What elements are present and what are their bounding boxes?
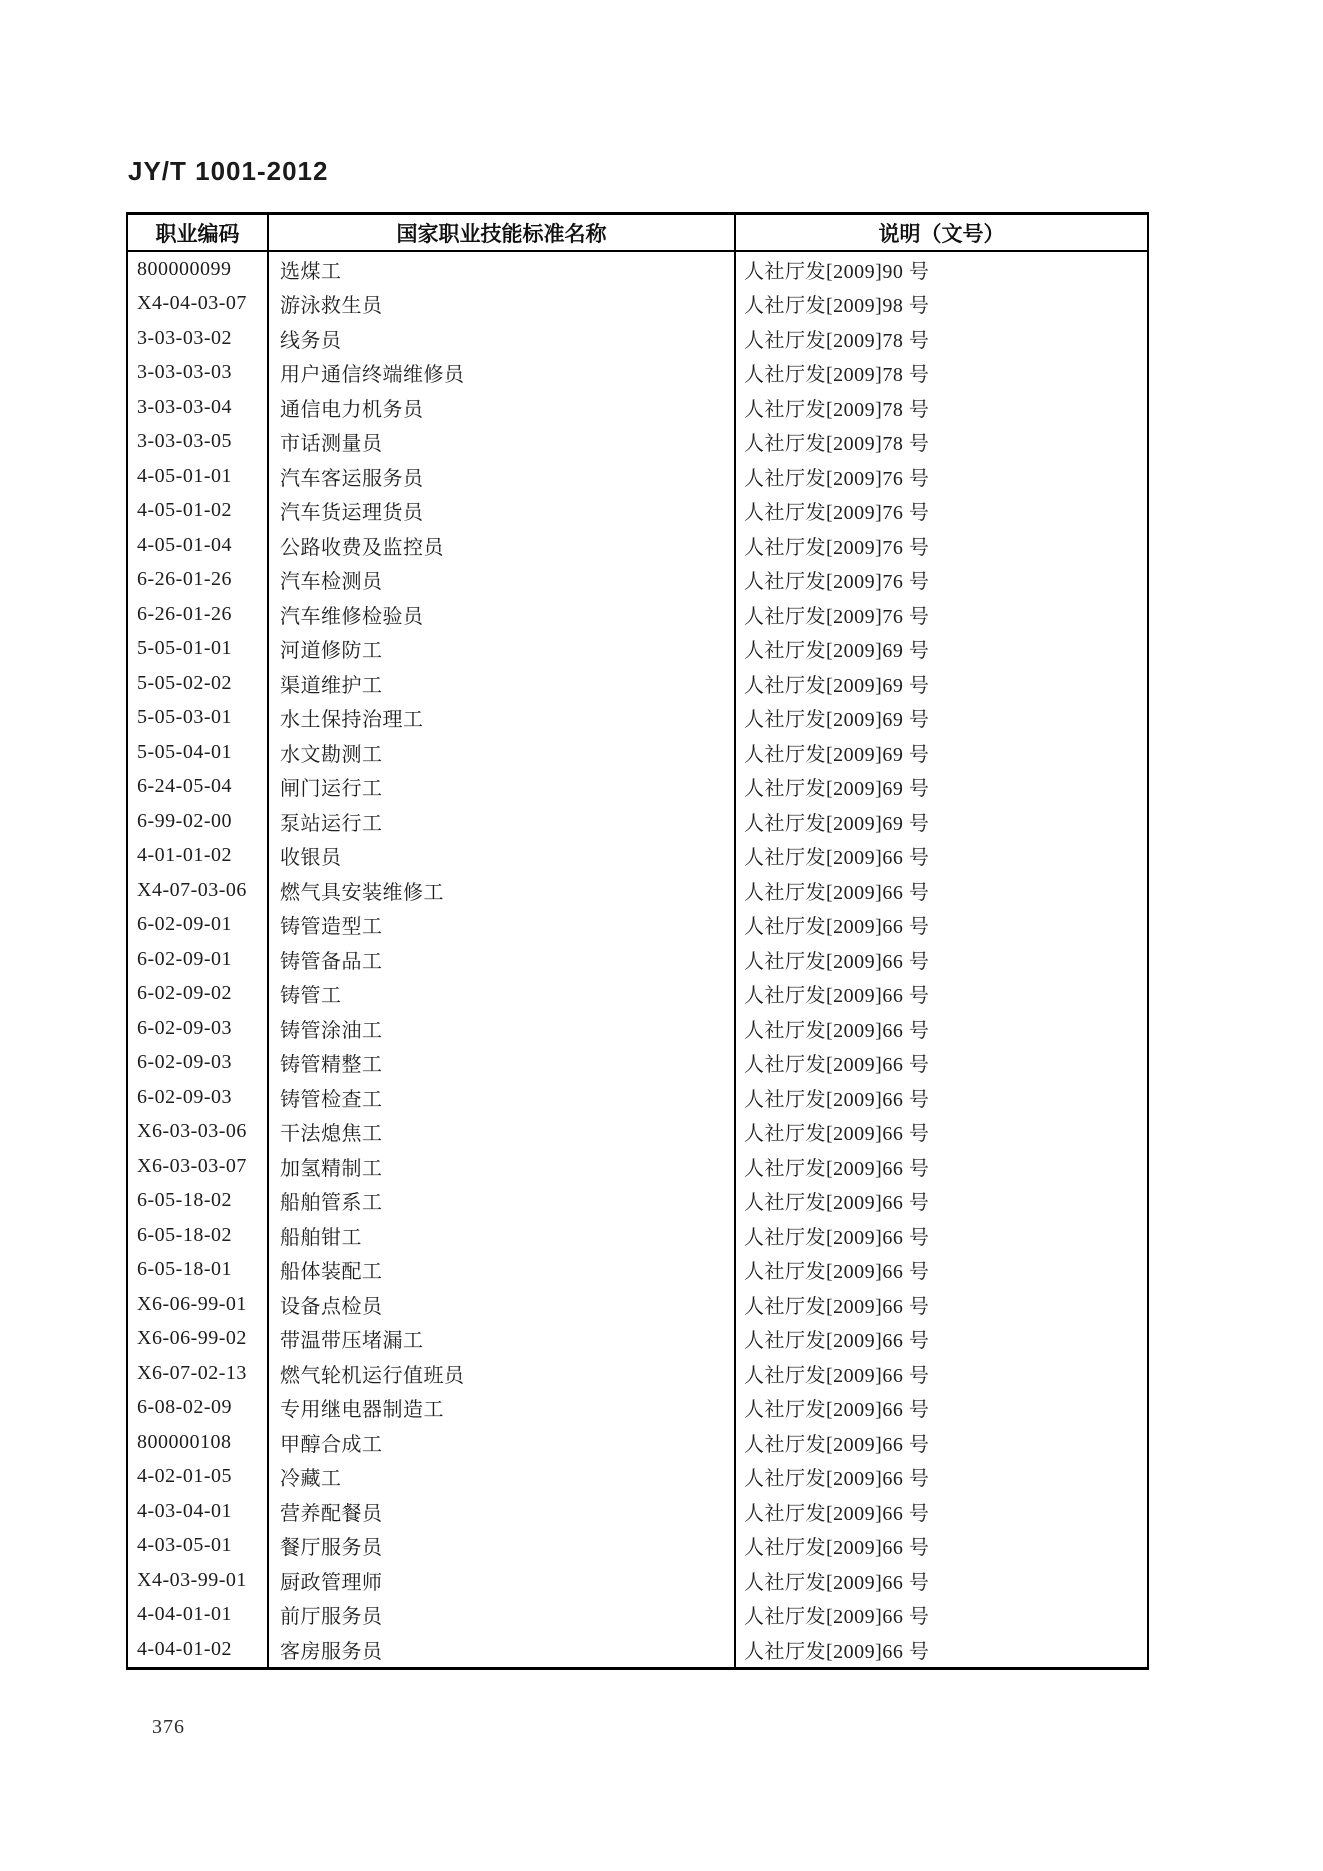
standard-name-cell: 收银员 [269,839,736,874]
table-row [128,1115,1147,1150]
standard-name-cell: 餐厅服务员 [269,1529,736,1564]
standard-name-cell: 水土保持治理工 [269,701,736,736]
table-row [128,252,1147,287]
standard-document-code: JY/T 1001-2012 [128,156,329,186]
occupation-code-cell: 6-99-02-00 [128,804,269,839]
occupation-code-cell: 6-02-09-02 [128,977,269,1012]
table-row [128,563,1147,598]
standard-name-cell: 铸管检查工 [269,1080,736,1115]
table-row [128,1529,1147,1564]
header-standard-name: 国家职业技能标准名称 [269,215,736,250]
table-row [128,1356,1147,1391]
table-row [128,1598,1147,1633]
occupation-code-cell: 3-03-03-05 [128,425,269,460]
occupation-code-cell: 6-05-18-02 [128,1184,269,1219]
occupation-code-cell: 800000108 [128,1425,269,1460]
table-row [128,701,1147,736]
table-row [128,597,1147,632]
doc-number-cell: 人社厅发[2009]66 号 [744,1261,930,1284]
occupation-code-cell: 6-05-18-01 [128,1253,269,1288]
occupation-code-cell: X6-07-02-13 [128,1356,269,1391]
doc-number-cell: 人社厅发[2009]76 号 [744,467,930,490]
doc-number-cell: 人社厅发[2009]69 号 [744,674,930,697]
standard-name-cell: 厨政管理师 [269,1563,736,1598]
standard-name-cell: 前厅服务员 [269,1598,736,1633]
table-row [128,1322,1147,1357]
table-row [128,287,1147,322]
standard-name-cell: 铸管备品工 [269,942,736,977]
standard-name-cell: 汽车检测员 [269,563,736,598]
occupation-code-cell: X4-04-03-07 [128,287,269,322]
table-row [128,1218,1147,1253]
standard-name-cell: 燃气轮机运行值班员 [269,1356,736,1391]
occupation-code-cell: 6-02-09-03 [128,1080,269,1115]
standard-name-cell: 冷藏工 [269,1460,736,1495]
standard-name-cell: 干法熄焦工 [269,1115,736,1150]
occupation-code-cell: 3-03-03-04 [128,390,269,425]
table-row [128,908,1147,943]
standard-name-cell: 闸门运行工 [269,770,736,805]
occupation-code-cell: 800000099 [128,252,269,287]
doc-number-cell: 人社厅发[2009]66 号 [744,1606,930,1629]
header-doc-number: 说明（文号） [878,222,1005,246]
table-row [128,1563,1147,1598]
doc-number-cell: 人社厅发[2009]66 号 [744,1640,930,1663]
occupation-code-cell: 4-03-04-01 [128,1494,269,1529]
standard-name-cell: 船舶管系工 [269,1184,736,1219]
standard-name-cell: 铸管工 [269,977,736,1012]
occupation-code-cell: 4-04-01-01 [128,1598,269,1633]
doc-number-cell: 人社厅发[2009]66 号 [744,1468,930,1491]
occupation-code-cell: X6-06-99-01 [128,1287,269,1322]
doc-number-cell: 人社厅发[2009]69 号 [744,709,930,732]
table-row [128,1632,1147,1667]
table-row [128,356,1147,391]
doc-number-cell: 人社厅发[2009]66 号 [744,1399,930,1422]
standard-name-cell: 渠道维护工 [269,666,736,701]
doc-number-cell: 人社厅发[2009]78 号 [744,329,930,352]
occupation-code-cell: 4-05-01-04 [128,528,269,563]
table-body [128,252,1147,1667]
occupation-code-cell: 4-04-01-02 [128,1632,269,1667]
standard-name-cell: 水文勘测工 [269,735,736,770]
occupation-code-cell: 5-05-02-02 [128,666,269,701]
doc-number-cell: 人社厅发[2009]66 号 [744,1571,930,1594]
occupation-code-cell: X4-03-99-01 [128,1563,269,1598]
table-row [128,977,1147,1012]
table-header-row [128,215,1147,252]
standard-name-cell: 汽车维修检验员 [269,597,736,632]
standard-name-cell: 营养配餐员 [269,1494,736,1529]
doc-number-cell: 人社厅发[2009]78 号 [744,433,930,456]
doc-number-cell: 人社厅发[2009]66 号 [744,1054,930,1077]
doc-number-cell: 人社厅发[2009]69 号 [744,778,930,801]
doc-number-cell: 人社厅发[2009]66 号 [744,916,930,939]
table-row [128,528,1147,563]
occupation-code-cell: 5-05-01-01 [128,632,269,667]
doc-number-cell: 人社厅发[2009]66 号 [744,881,930,904]
standard-name-cell: 汽车货运理货员 [269,494,736,529]
occupation-code-cell: 3-03-03-03 [128,356,269,391]
doc-number-cell: 人社厅发[2009]76 号 [744,571,930,594]
doc-number-cell: 人社厅发[2009]66 号 [744,950,930,973]
doc-number-cell: 人社厅发[2009]66 号 [744,1295,930,1318]
table-row [128,494,1147,529]
standard-name-cell: 泵站运行工 [269,804,736,839]
table-row [128,770,1147,805]
table-row [128,873,1147,908]
doc-number-cell: 人社厅发[2009]66 号 [744,985,930,1008]
occupation-code-cell: 6-26-01-26 [128,563,269,598]
standard-name-cell: 船体装配工 [269,1253,736,1288]
table-row [128,459,1147,494]
table-row [128,1184,1147,1219]
occupation-code-cell: 4-01-01-02 [128,839,269,874]
occupation-code-cell: 6-26-01-26 [128,597,269,632]
table-row [128,1287,1147,1322]
occupation-code-cell: 4-02-01-05 [128,1460,269,1495]
table-row [128,1149,1147,1184]
occupation-code-cell: 5-05-03-01 [128,701,269,736]
occupation-code-cell: 6-24-05-04 [128,770,269,805]
page-number: 376 [152,1716,185,1738]
doc-number-cell: 人社厅发[2009]76 号 [744,536,930,559]
standard-name-cell: 汽车客运服务员 [269,459,736,494]
standard-name-cell: 船舶钳工 [269,1218,736,1253]
table-row [128,1494,1147,1529]
table-row [128,1425,1147,1460]
table-row [128,942,1147,977]
standard-name-cell: 选煤工 [269,252,736,287]
standard-name-cell: 铸管造型工 [269,908,736,943]
occupation-code-cell: 4-05-01-02 [128,494,269,529]
standard-name-cell: 线务员 [269,321,736,356]
doc-number-cell: 人社厅发[2009]66 号 [744,1433,930,1456]
table-row [128,666,1147,701]
table-row [128,804,1147,839]
doc-number-cell: 人社厅发[2009]66 号 [744,1192,930,1215]
doc-number-cell: 人社厅发[2009]66 号 [744,847,930,870]
table-row [128,1080,1147,1115]
occupation-code-cell: X6-03-03-07 [128,1149,269,1184]
doc-number-cell: 人社厅发[2009]66 号 [744,1157,930,1180]
doc-number-cell: 人社厅发[2009]66 号 [744,1019,930,1042]
standard-name-cell: 带温带压堵漏工 [269,1322,736,1357]
doc-number-cell: 人社厅发[2009]78 号 [744,398,930,421]
table-row [128,390,1147,425]
doc-number-cell: 人社厅发[2009]66 号 [744,1226,930,1249]
table-row [128,632,1147,667]
occupation-code-cell: 6-02-09-01 [128,942,269,977]
occupation-code-cell: 3-03-03-02 [128,321,269,356]
table-row [128,1253,1147,1288]
standard-name-cell: 用户通信终端维修员 [269,356,736,391]
occupation-code-cell: 4-03-05-01 [128,1529,269,1564]
table-row [128,1460,1147,1495]
doc-number-cell: 人社厅发[2009]90 号 [744,260,930,283]
doc-number-cell: 人社厅发[2009]76 号 [744,502,930,525]
table-row [128,1391,1147,1426]
doc-number-cell: 人社厅发[2009]76 号 [744,605,930,628]
table-row [128,1046,1147,1081]
occupation-code-cell: 6-08-02-09 [128,1391,269,1426]
standard-name-cell: 公路收费及监控员 [269,528,736,563]
occupation-code-cell: X4-07-03-06 [128,873,269,908]
table-row [128,735,1147,770]
standard-name-cell: 铸管精整工 [269,1046,736,1081]
header-occupation-code: 职业编码 [128,215,269,250]
standard-name-cell: 铸管涂油工 [269,1011,736,1046]
doc-number-cell: 人社厅发[2009]66 号 [744,1088,930,1111]
standard-name-cell: 市话测量员 [269,425,736,460]
standards-table [126,212,1149,1670]
standard-name-cell: 设备点检员 [269,1287,736,1322]
standard-name-cell: 专用继电器制造工 [269,1391,736,1426]
occupation-code-cell: 6-02-09-03 [128,1046,269,1081]
occupation-code-cell: X6-06-99-02 [128,1322,269,1357]
doc-number-cell: 人社厅发[2009]98 号 [744,295,930,318]
table-row [128,425,1147,460]
doc-number-cell: 人社厅发[2009]66 号 [744,1537,930,1560]
doc-number-cell: 人社厅发[2009]69 号 [744,640,930,663]
standard-name-cell: 河道修防工 [269,632,736,667]
occupation-code-cell: 4-05-01-01 [128,459,269,494]
occupation-code-cell: 6-02-09-03 [128,1011,269,1046]
standard-name-cell: 甲醇合成工 [269,1425,736,1460]
doc-number-cell: 人社厅发[2009]66 号 [744,1364,930,1387]
doc-number-cell: 人社厅发[2009]66 号 [744,1502,930,1525]
table-row [128,839,1147,874]
doc-number-cell: 人社厅发[2009]66 号 [744,1123,930,1146]
occupation-code-cell: X6-03-03-06 [128,1115,269,1150]
standard-name-cell: 通信电力机务员 [269,390,736,425]
doc-number-cell: 人社厅发[2009]78 号 [744,364,930,387]
doc-number-cell: 人社厅发[2009]66 号 [744,1330,930,1353]
standard-name-cell: 加氢精制工 [269,1149,736,1184]
occupation-code-cell: 6-05-18-02 [128,1218,269,1253]
table-row [128,1011,1147,1046]
doc-number-cell: 人社厅发[2009]69 号 [744,743,930,766]
standard-name-cell: 游泳救生员 [269,287,736,322]
standard-name-cell: 客房服务员 [269,1632,736,1667]
occupation-code-cell: 6-02-09-01 [128,908,269,943]
table-row [128,321,1147,356]
occupation-code-cell: 5-05-04-01 [128,735,269,770]
standard-name-cell: 燃气具安装维修工 [269,873,736,908]
doc-number-cell: 人社厅发[2009]69 号 [744,812,930,835]
